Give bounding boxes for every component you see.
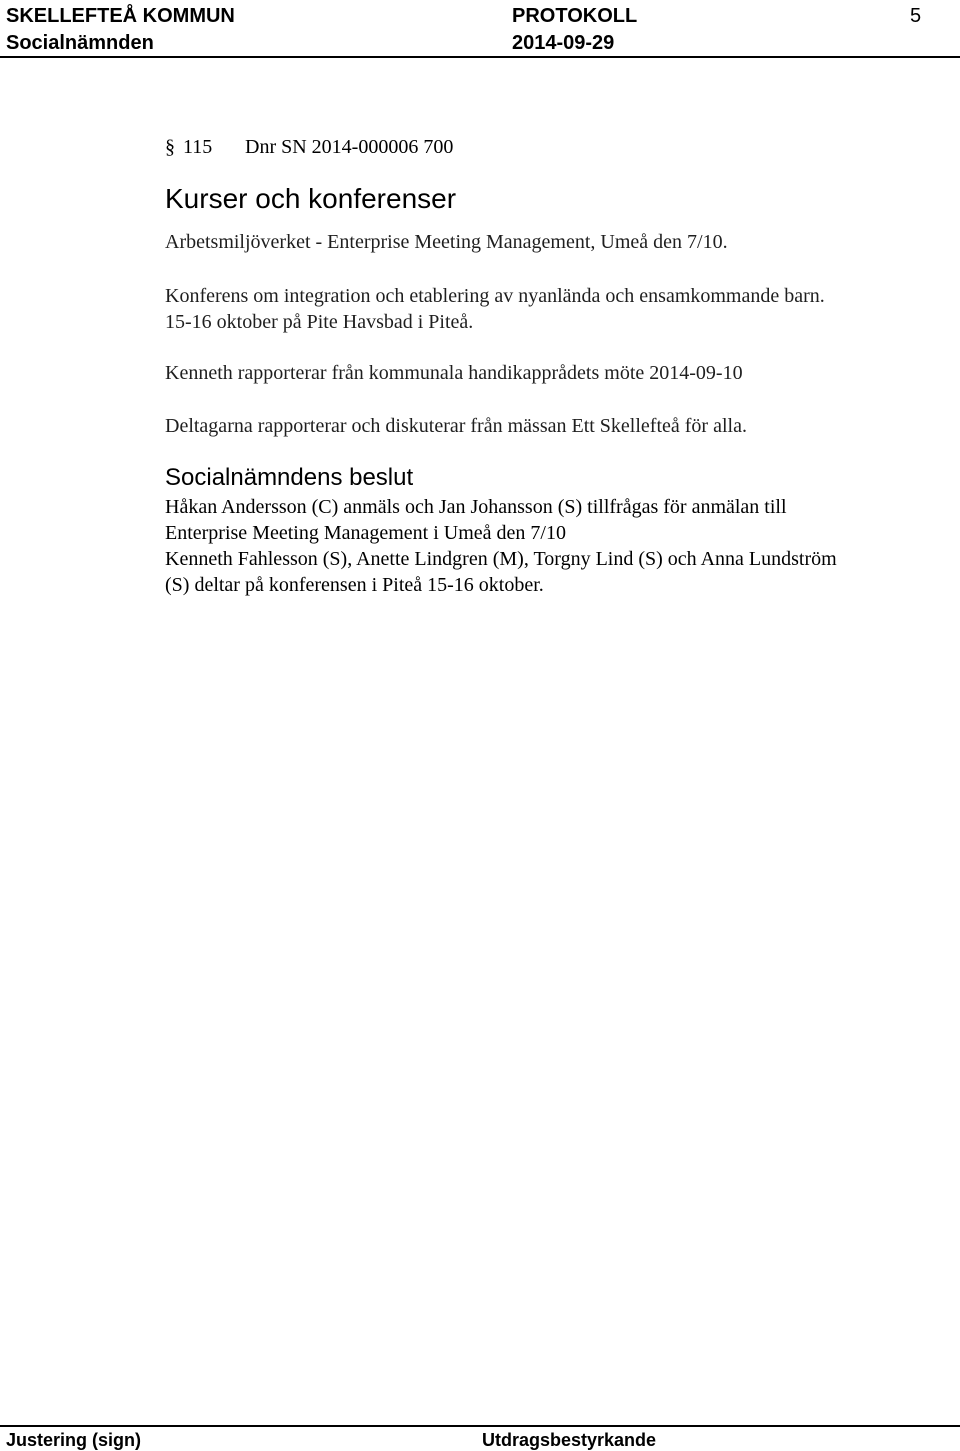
diary-number: Dnr SN 2014-000006 700 bbox=[245, 136, 454, 158]
decision-heading: Socialnämndens beslut bbox=[165, 464, 414, 491]
body-paragraph: 15-16 oktober på Pite Havsbad i Piteå. bbox=[165, 311, 474, 333]
meeting-date: 2014-09-29 bbox=[512, 32, 615, 54]
section-reference bbox=[165, 134, 453, 160]
committee-name: Socialnämnden bbox=[6, 32, 154, 54]
org-name: SKELLEFTEÅ KOMMUN bbox=[6, 5, 235, 27]
body-paragraph: Arbetsmiljöverket - Enterprise Meeting Management, Umeå den 7/10. bbox=[165, 231, 728, 253]
decision-line: Enterprise Meeting Management i Umeå den 7/10 bbox=[165, 522, 566, 544]
doc-type: PROTOKOLL bbox=[512, 5, 638, 27]
decision-line: Kenneth Fahlesson (S), Anette Lindgren (M), Torgny Lind (S) och Anna Lundström bbox=[165, 548, 837, 570]
body-paragraph: Konferens om integration och etablering av nyanlända och ensamkommande barn. bbox=[165, 285, 825, 307]
page-number: 5 bbox=[910, 5, 922, 27]
justering-label: Justering (sign) bbox=[6, 1430, 142, 1450]
utdragsbestyrkande-label: Utdragsbestyrkande bbox=[482, 1430, 657, 1450]
paragraph-symbol: § bbox=[165, 136, 175, 158]
decision-line: (S) deltar på konferensen i Piteå 15-16 oktober. bbox=[165, 574, 544, 596]
section-number: 115 bbox=[183, 136, 213, 158]
header-rule bbox=[0, 56, 960, 58]
footer-rule bbox=[0, 1425, 960, 1427]
decision-line: Håkan Andersson (C) anmäls och Jan Johansson (S) tillfrågas för anmälan till bbox=[165, 496, 787, 518]
section-title: Kurser och konferenser bbox=[165, 183, 457, 214]
body-paragraph: Deltagarna rapporterar och diskuterar från mässan Ett Skellefteå för alla. bbox=[165, 415, 747, 437]
body-paragraph: Kenneth rapporterar från kommunala handikapprådets möte 2014-09-10 bbox=[165, 362, 743, 384]
